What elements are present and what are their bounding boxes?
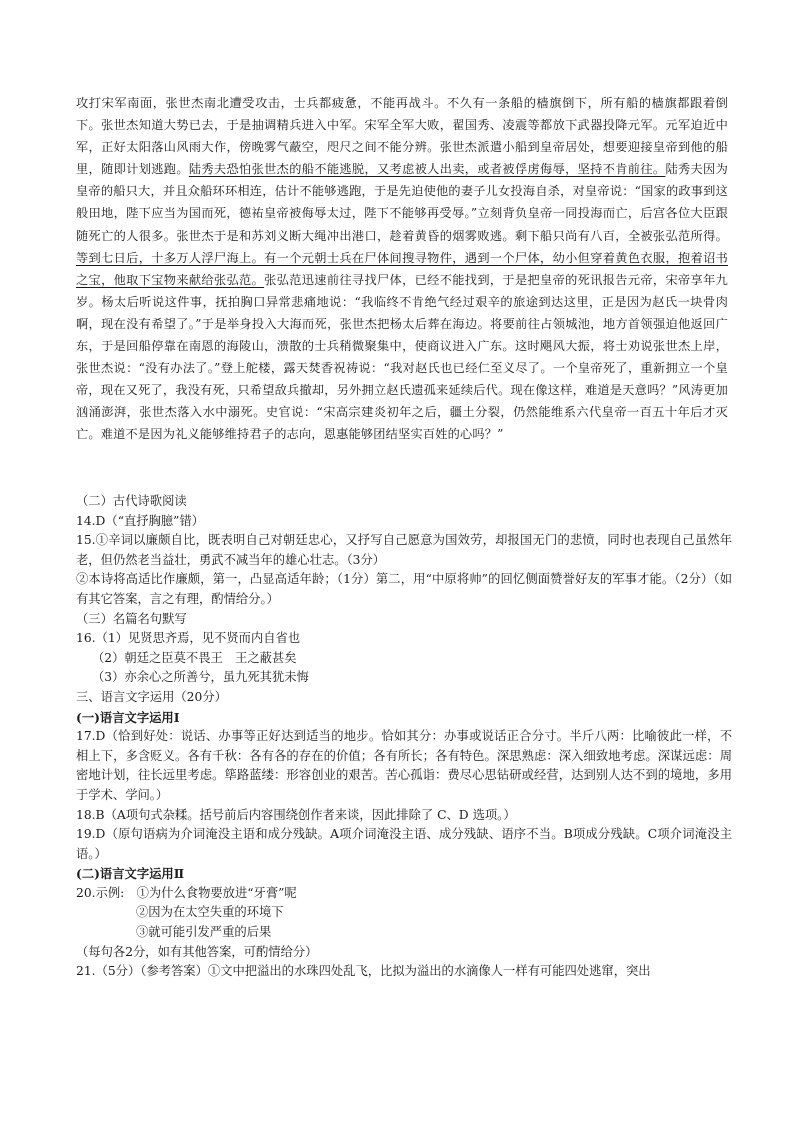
answer-q20-1: 20.示例: ①为什么食物要放进“牙膏”呢: [76, 885, 297, 900]
answer-q15-part1: 15.①辛词以廉颇自比，既表明自己对朝廷忠心，又抒写自己愿意为国效劳，却报国无门的悲愤，同时也表现自己虽然年老，但仍然老当益壮，勇武不减当年的雄心壮志。（3分）: [76, 533, 732, 567]
translation-paragraph: [76, 92, 728, 446]
subsection-title: (二)语言文字运用Ⅱ: [76, 866, 185, 882]
answer-q17: 17.D（恰到好处：说话、办事等正好达到适当的地步。恰如其分：办事或说话正合分寸。半斤八两：比喻彼此一样，不相上下，多含贬义。各有千秋：各有各的存在的价值；各有所长；各有特色。深思熟虑：深入细致地考虑。深谋远虑：周密地计划，往长远里考虑。筚路蓝缕：形容创业的艰苦。苦心孤诣：费尽心思钻研或经营，达到别人达不到的境地，多用于学术、学问。）: [76, 729, 732, 802]
answer-q19: 19.D（原句语病为介词淹没主语和成分残缺。A项介词淹没主语、成分残缺、语序不当。B项成分残缺。C项介词淹没主语。）: [76, 827, 732, 861]
answer-q15-part2: ②本诗将高适比作廉颇，第一，凸显高适年龄；（1分）第二，用“中原将帅”的回忆侧面赞誉好友的军事才能。（2分）（如有其它答案，言之有理，酌情给分。）: [76, 572, 732, 606]
section-title: （二）古代诗歌阅读: [76, 494, 187, 508]
answer-q16-2: （2）朝廷之臣莫不畏王 王之蔽甚矣: [92, 650, 297, 665]
translation-underlined-text: 等到七日后，十多万人浮尸海上。有一个元朝士兵在尸体间搜寻物件，遇到一个尸体，幼小但穿着黄色衣服，抱着诏书之宝，他取下宝物来献给张弘范。: [76, 250, 728, 287]
answer-q20-3: ③就可能引发严重的后果: [136, 925, 272, 940]
answer-q20-2: ②因为在太空失重的环境下: [136, 905, 284, 920]
answer-q18: 18.B（A项句式杂糅。括号前后内容围绕创作者来谈，因此排除了 C、D 选项。）: [76, 807, 516, 822]
section-title: （三）名篇名句默写: [76, 611, 187, 626]
translation-text: 陆秀夫因为皇帝的船只大，并且众船环环相连，估计不能够逃跑，于是先迫使他的妻子儿女投海自杀，对皇帝说：“国家的政事到这般田地，陛下应当为国而死，德祐皇帝被侮辱太过，陛下不能够再受辱。”立刻背负皇帝一同投海而亡，后宫各位大臣跟随死亡的人很多。张世杰于是和苏刘义断大绳冲出港口，趁着黄昏的烟雾败逃。剩下船只尚有八百，全被张弘范所得。: [76, 162, 728, 243]
answer-q21: 21.（5分）（参考答案）①文中把溢出的水珠四处乱飞，比拟为溢出的水滴像人一样有可能四处逃窜，突出: [76, 964, 651, 979]
subsection-title: (一)语言文字运用Ⅰ: [76, 709, 180, 725]
answer-q16-1: 16.（1）见贤思齐焉，见不贤而内自省也: [76, 631, 301, 646]
part-title: 三、语言文字运用（20分）: [76, 689, 227, 704]
answer-q16-3: （3）亦余心之所善兮，虽九死其犹未悔: [92, 670, 309, 685]
translation-block: [76, 92, 728, 446]
answer-section: [76, 492, 732, 982]
translation-underlined-text: 陆秀夫恐怕张世杰的船不能逃脱，又考虑被人出卖，或者被俘虏侮辱，坚持不肯前往。: [188, 162, 666, 177]
translation-text: 攻打宋军南面，张世杰南北遭受攻击，士兵都疲惫，不能再战斗。不久有一条船的樯旗倒下，所有船的樯旗都跟着倒下。张世杰知道大势已去，于是抽调精兵进入中军。宋军全军大败，翟国秀、凌震等都放下武器投降元军。元军迫近中军，正好太阳落山风雨大作，傍晚雾气蔽空，咫尺之间不能分辨。张世杰派遣小船到皇帝居处，想要迎接皇帝到他的船里，随即计划逃跑。: [76, 96, 728, 177]
translation-text: 张弘范迅速前往寻找尸体，已经不能找到，于是把皇帝的死讯报告元帝，宋帝享年九岁。杨太后听说这件事，抚拍胸口异常悲痛地说：“我临终不肯绝气经过艰辛的旅途到达这里，正是因为赵氏一块骨肉啊，现在没有希望了。”于是举身投入大海而死，张世杰把杨太后葬在海边。将要前往占领城池，地方首领强迫他返回广东，于是回船停靠在南恩的海陵山，溃散的士兵稍微聚集中，使商议进入广东。这时飓风大振，将士劝说张世杰上岸，张世杰说：“没有办法了。”登上舵楼，露天焚香祝祷说：“我对赵氏也已经仁至义尽了。一个皇帝死了，重新拥立一个皇帝，现在又死了，我没有死，只希望敌兵撤却，另外拥立赵氏遗孤来延续后代。现在像这样，难道是天意吗？”风涛更加汹涌澎湃，张世杰落入水中溺死。史官说：“宋高宗建炎初年之后，疆土分裂，仍然能维系六代皇帝一百五十年后才灭亡。难道不是因为礼义能够维持君子的志向，恩惠能够团结坚实百姓的心吗？”: [76, 272, 728, 442]
answer-q14: 14.D（“直抒胸臆”错）: [76, 513, 205, 528]
answer-q20-note: （每句各2分，如有其他答案，可酌情给分）: [76, 944, 318, 959]
